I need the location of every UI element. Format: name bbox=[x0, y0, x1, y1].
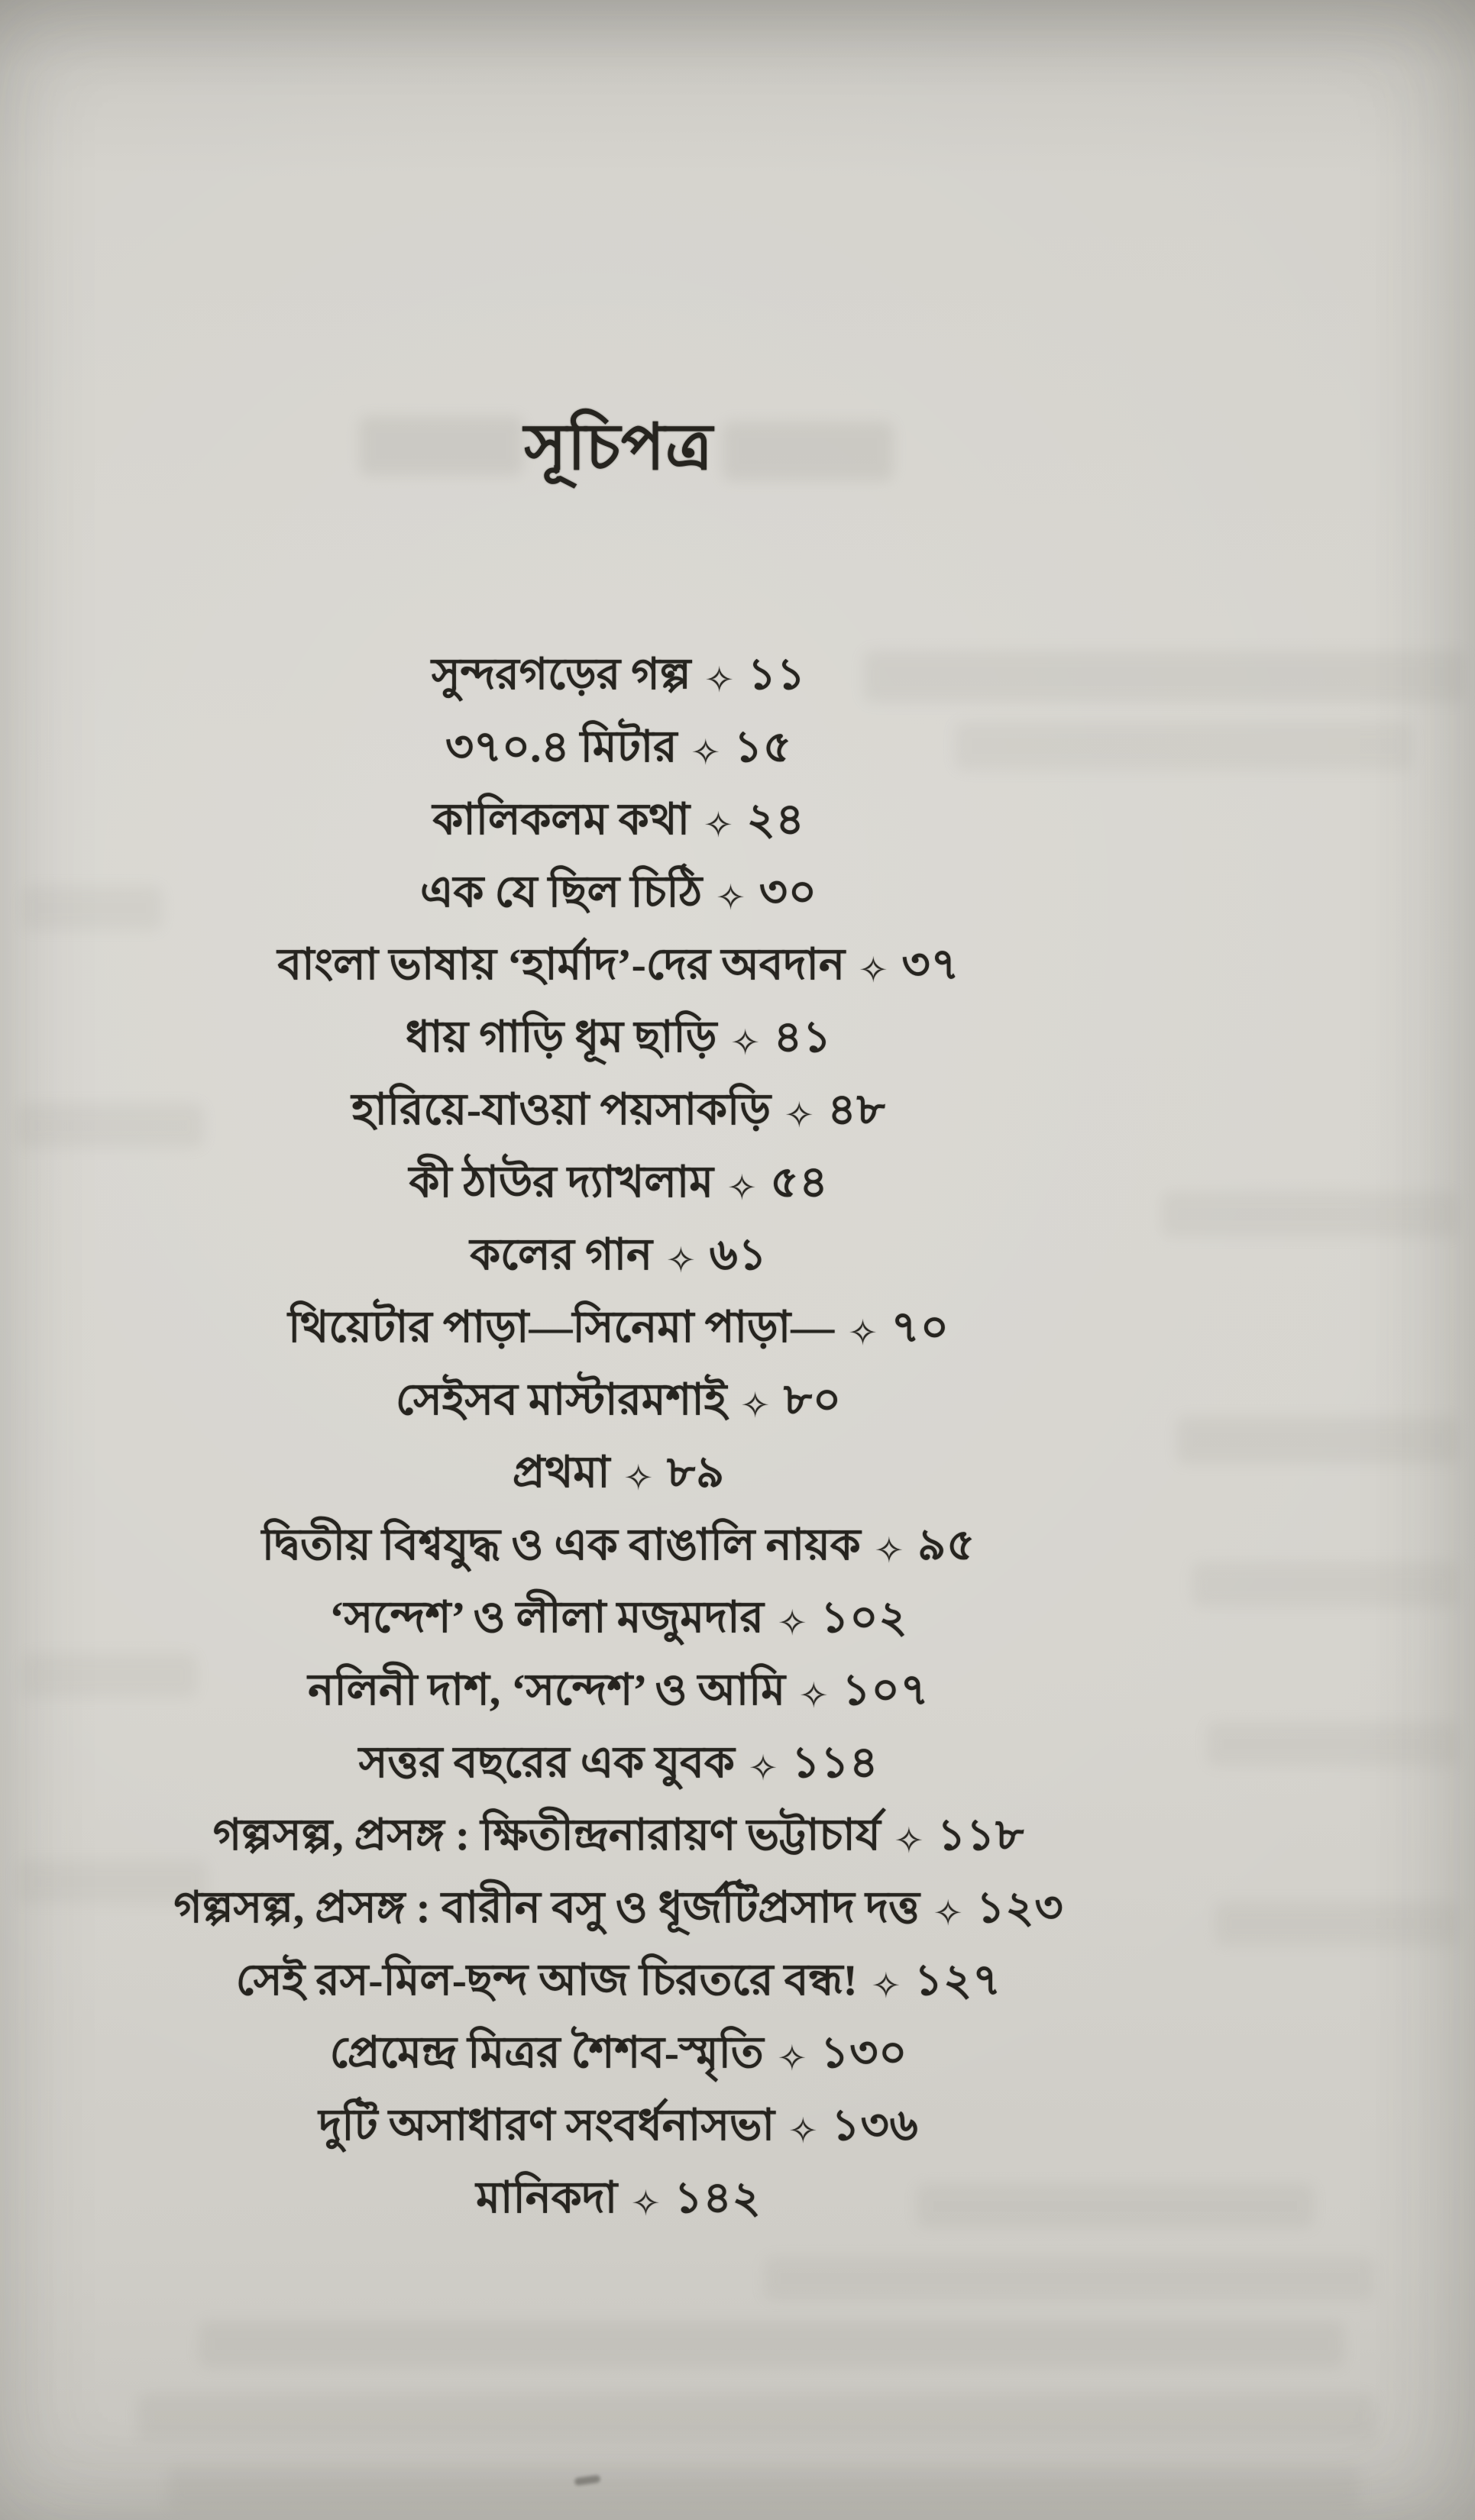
toc-entry-title: প্রেমেন্দ্র মিত্রর শৈশব-স্মৃতি bbox=[329, 2029, 764, 2077]
toc-entry bbox=[0, 859, 1237, 932]
four-pointed-star-icon: ✧ bbox=[704, 660, 734, 699]
toc-entry-page: ৩০ bbox=[759, 868, 817, 916]
toc-entry bbox=[0, 1439, 1237, 1512]
toc-entry-page: ৭০ bbox=[891, 1304, 949, 1352]
four-pointed-star-icon: ✧ bbox=[716, 877, 746, 917]
toc-entry bbox=[0, 1294, 1237, 1367]
four-pointed-star-icon: ✧ bbox=[704, 805, 733, 845]
four-pointed-star-icon: ✧ bbox=[666, 1240, 696, 1280]
toc-entry bbox=[0, 1802, 1237, 1875]
toc-entry bbox=[0, 1875, 1237, 1947]
toc-entry-title: কালিকলম কথা bbox=[432, 796, 691, 844]
toc-entry-page: ১২৭ bbox=[914, 1956, 1002, 2005]
toc-entry-title: সত্তর বছরের এক যুবক bbox=[358, 1739, 735, 1787]
toc-entry bbox=[0, 2165, 1237, 2237]
bleed-through-ghost bbox=[199, 2321, 1344, 2367]
toc-entry bbox=[0, 2020, 1237, 2092]
toc-entry bbox=[0, 1512, 1237, 1585]
toc-entry-title: থিয়েটার পাড়া—সিনেমা পাড়া— bbox=[288, 1304, 835, 1352]
toc-entry bbox=[0, 1149, 1237, 1222]
toc-entry-page: ১১৮ bbox=[937, 1811, 1025, 1859]
toc-entry bbox=[0, 787, 1237, 859]
toc-entry bbox=[0, 1367, 1237, 1439]
toc-entry-title: দ্বিতীয় বিশ্বযুদ্ধ ও এক বাঙালি নায়ক bbox=[261, 1521, 861, 1569]
toc-entry bbox=[0, 2092, 1237, 2165]
four-pointed-star-icon: ✧ bbox=[933, 1893, 963, 1933]
four-pointed-star-icon: ✧ bbox=[858, 950, 888, 990]
toc-entry-title: হারিয়ে-যাওয়া পয়সাকড়ি bbox=[351, 1086, 771, 1134]
four-pointed-star-icon: ✧ bbox=[894, 1821, 924, 1860]
toc-entry-title: গল্পসল্প, প্রসঙ্গ : ক্ষিতীন্দ্রনারায়ণ ভট্টাচার্য bbox=[212, 1811, 881, 1859]
toc-entry-title: ৩৭০.৪ মিটার bbox=[445, 723, 678, 771]
toc-entry bbox=[0, 1222, 1237, 1294]
toc-entry bbox=[0, 1947, 1237, 2020]
toc-entry bbox=[0, 932, 1237, 1004]
four-pointed-star-icon: ✧ bbox=[874, 1530, 904, 1570]
four-pointed-star-icon: ✧ bbox=[777, 1603, 807, 1643]
toc-entry-page: ৯৫ bbox=[917, 1521, 976, 1569]
toc-entry-page: ১১ bbox=[747, 651, 806, 699]
toc-entry-page: ৬১ bbox=[709, 1231, 768, 1279]
toc-entry bbox=[0, 1730, 1237, 1802]
toc-entry-title: প্রথমা bbox=[512, 1449, 610, 1497]
toc-entry-page: ১৩০ bbox=[820, 2029, 908, 2077]
toc-entry-title: বাংলা ভাষায় ‘হার্মাদ’-দের অবদান bbox=[277, 941, 845, 989]
bleed-through-ghost bbox=[168, 2467, 1360, 2511]
toc-entry-page: ২৪ bbox=[746, 796, 805, 844]
four-pointed-star-icon: ✧ bbox=[691, 732, 721, 772]
toc-entry bbox=[0, 1077, 1237, 1149]
four-pointed-star-icon: ✧ bbox=[623, 1458, 654, 1497]
toc-entry-page: ১৪২ bbox=[674, 2174, 762, 2222]
toc-entry-title: মানিকদা bbox=[476, 2174, 618, 2222]
toc-entry bbox=[0, 714, 1237, 787]
four-pointed-star-icon: ✧ bbox=[777, 2038, 807, 2078]
toc-entry-page: ৮৯ bbox=[667, 1449, 726, 1497]
toc-entry-page: ৮০ bbox=[783, 1376, 843, 1424]
four-pointed-star-icon: ✧ bbox=[871, 1966, 901, 2005]
toc-entry-title: নলিনী দাশ, ‘সন্দেশ’ ও আমি bbox=[308, 1666, 786, 1714]
toc-entry bbox=[0, 641, 1237, 714]
toc-entry-page: ৫৪ bbox=[770, 1158, 829, 1207]
bleed-through-ghost bbox=[137, 2394, 1375, 2440]
toc-entry-page: ১১৪ bbox=[791, 1739, 879, 1787]
four-pointed-star-icon: ✧ bbox=[727, 1168, 757, 1207]
bleed-through-ghost bbox=[1215, 1901, 1459, 1946]
toc-entry-title: কী ঠাউর দ্যাখলাম bbox=[409, 1158, 713, 1207]
toc-entry bbox=[0, 1657, 1237, 1730]
four-pointed-star-icon: ✧ bbox=[631, 2183, 661, 2223]
toc-entry bbox=[0, 1585, 1237, 1657]
four-pointed-star-icon: ✧ bbox=[848, 1313, 878, 1352]
toc-entry-page: ৩৭ bbox=[901, 941, 960, 989]
toc-entry-page: ১০৭ bbox=[842, 1666, 930, 1714]
toc-entry-title: সেইসব মাস্টারমশাই bbox=[395, 1376, 727, 1424]
toc-entry-page: ৪১ bbox=[773, 1013, 832, 1061]
bleed-through-ghost bbox=[1207, 1722, 1459, 1766]
toc-entry-title: গল্পসল্প, প্রসঙ্গ : বারীন বসু ও ধূর্জটিপ্রসাদ দত্ত bbox=[173, 1884, 920, 1932]
toc-entry-title: কলের গান bbox=[470, 1231, 653, 1279]
toc-entry-title: দুটি অসাধারণ সংবর্ধনাসভা bbox=[319, 2102, 775, 2150]
toc-entry-page: ১০২ bbox=[820, 1594, 908, 1642]
toc-entry-page: ১২৩ bbox=[976, 1884, 1064, 1932]
toc-entry-title: ‘সন্দেশ’ ও লীলা মজুমদার bbox=[329, 1594, 764, 1642]
toc-entry-page: ১৫ bbox=[734, 723, 793, 771]
toc-entry-page: ১৩৬ bbox=[831, 2102, 919, 2150]
four-pointed-star-icon: ✧ bbox=[748, 1748, 778, 1788]
toc-entry-title: এক যে ছিল চিঠি bbox=[420, 868, 703, 916]
toc-list bbox=[0, 641, 1237, 2237]
four-pointed-star-icon: ✧ bbox=[730, 1023, 760, 1062]
page-title: সূচিপত্র bbox=[524, 412, 713, 484]
toc-entry-title: সেই রস-মিল-ছন্দ আজ চিরতরে বন্ধ! bbox=[235, 1956, 858, 2005]
four-pointed-star-icon: ✧ bbox=[784, 1095, 814, 1135]
toc-entry-page: ৪৮ bbox=[827, 1086, 886, 1134]
four-pointed-star-icon: ✧ bbox=[740, 1385, 770, 1425]
four-pointed-star-icon: ✧ bbox=[788, 2111, 818, 2150]
toc-entry-title: সুন্দরগড়ের গল্প bbox=[432, 651, 691, 699]
bleed-through-ghost bbox=[764, 2257, 1375, 2301]
toc-entry-title: ধায় গাড়ি ধূম ছাড়ি bbox=[406, 1013, 717, 1061]
four-pointed-star-icon: ✧ bbox=[799, 1675, 829, 1715]
toc-entry bbox=[0, 1004, 1237, 1077]
